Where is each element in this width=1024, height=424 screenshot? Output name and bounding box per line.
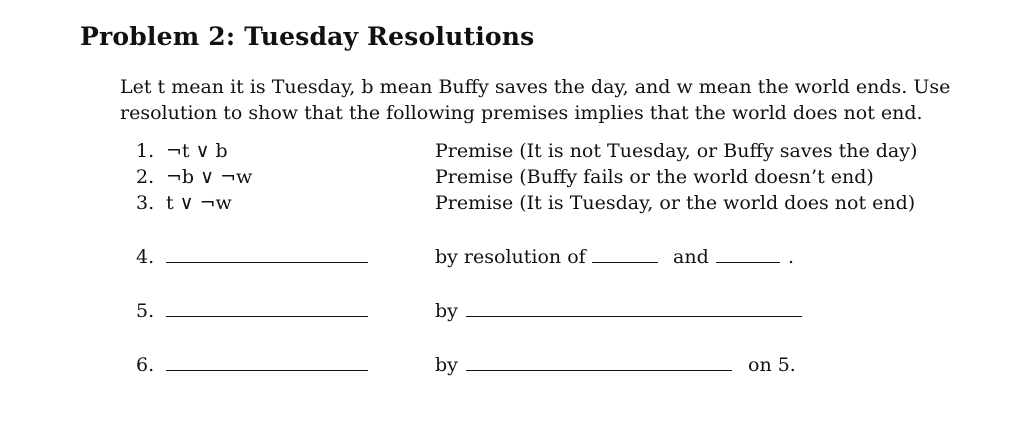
step-4-and-label: and [673,246,709,268]
premise-justification: Premise (It is Tuesday, or the world does not end) [435,192,916,214]
premise-formula: ¬t ∨ b [166,140,228,162]
premise-row-3 [0,190,1024,216]
step-row-4 [0,244,1024,270]
step-6-on-5-label: on 5. [748,354,796,376]
step-number: 4. [136,246,155,268]
premise-formula: t ∨ ¬w [166,192,232,214]
step-row-6 [0,352,1024,378]
premise-justification: Premise (Buffy fails or the world doesn’t end) [435,166,874,188]
step-5-formula-blank[interactable] [166,316,368,317]
step-number: 5. [136,300,155,322]
premise-number: 2. [136,166,155,188]
step-5-rule-blank[interactable] [466,316,802,317]
premise-row-1 [0,138,1024,164]
problem-title: Problem 2: Tuesday Resolutions [80,22,535,51]
step-4-second-line-blank[interactable] [716,262,780,263]
step-row-5 [0,298,1024,324]
step-6-rule-blank[interactable] [466,370,732,371]
step-4-by-resolution-label: by resolution of [435,246,586,268]
step-6-formula-blank[interactable] [166,370,368,371]
premise-number: 3. [136,192,155,214]
step-6-by-label: by [435,354,458,376]
step-number: 6. [136,354,155,376]
step-4-formula-blank[interactable] [166,262,368,263]
premise-formula: ¬b ∨ ¬w [166,166,253,188]
step-4-period: . [788,246,795,268]
intro-line-1: Let t mean it is Tuesday, b mean Buffy saves the day, and w mean the world ends. Use [120,76,951,98]
premise-number: 1. [136,140,155,162]
step-4-first-line-blank[interactable] [592,262,658,263]
premise-row-2 [0,164,1024,190]
step-5-by-label: by [435,300,458,322]
intro-line-2: resolution to show that the following premises implies that the world does not end. [120,102,923,124]
problem-intro [120,74,980,126]
premise-justification: Premise (It is not Tuesday, or Buffy saves the day) [435,140,918,162]
